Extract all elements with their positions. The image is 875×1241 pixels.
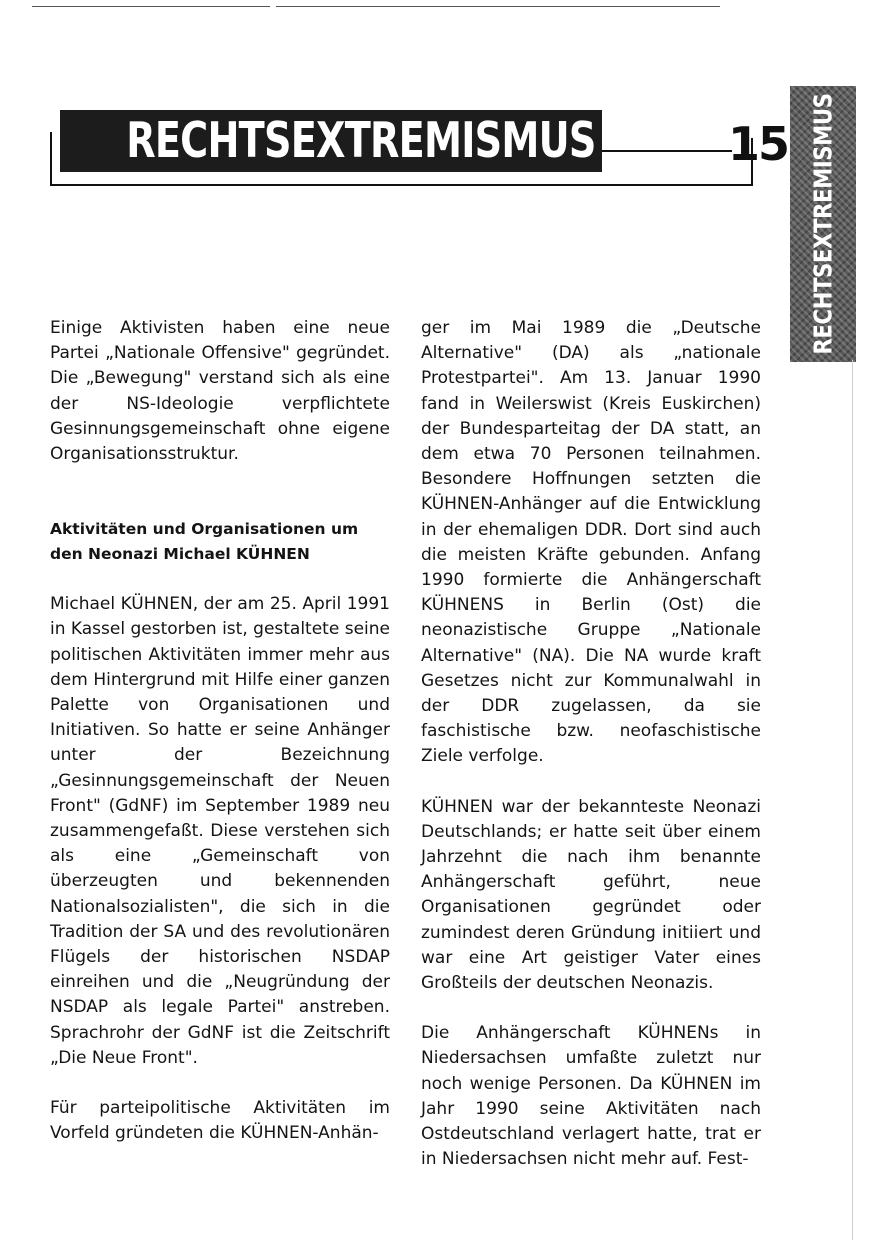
- paragraph: Für parteipolitische Aktivitäten im Vorfeld gründeten die KÜHNEN-Anhän-: [50, 1098, 390, 1144]
- paragraph: KÜHNEN war der bekannteste Neonazi Deutschlands; er hatte seit über einem Jahrzehnt die nach ihm benannte Anhängerschaft geführt, neue Organisationen gegründet oder zumindest deren Gründung initiiert und war eine Art geistiger Vater eines Großteils der deutschen Neonazis.: [421, 796, 761, 994]
- margin-line: [852, 360, 853, 1240]
- side-tab: [790, 86, 856, 362]
- section-heading: Aktivitäten und Organisationen um den Neonazi Michael KÜHNEN: [50, 520, 359, 564]
- right-column: [421, 316, 761, 1198]
- side-tab-label: RECHTSEXTREMISMUS: [808, 93, 838, 355]
- header-divider: [602, 150, 732, 152]
- top-rule-left: [32, 6, 270, 7]
- page-number: 15: [728, 117, 789, 171]
- header-frame-bottom: [50, 184, 753, 186]
- paragraph: Die Anhängerschaft KÜHNENs in Niedersachsen umfaßte zuletzt nur noch wenige Personen. Da KÜHNEN im Jahr 1990 seine Aktivitäten nach Ostdeutschland verlagert hatte, trat er in Niedersachsen nicht mehr auf. Fest-: [421, 1023, 761, 1170]
- paragraph: Einige Aktivisten haben eine neue Partei „Nationale Offensive" gegründet. Die „Bewegung" verstand sich als eine der NS-Ideologie verpflichtete Gesinnungsgemeinschaft ohne eigene Organisationsstruktur.: [50, 318, 390, 465]
- spacer: [50, 492, 390, 517]
- header-frame-left: [50, 132, 52, 186]
- chapter-title: RECHTSEXTREMISMUS: [60, 110, 602, 172]
- chapter-header: [50, 110, 789, 186]
- paragraph: ger im Mai 1989 die „Deutsche Alternative" (DA) als „nationale Protestpartei". Am 13. Januar 1990 fand in Weilerswist (Kreis Euskirchen) der Bundesparteitag der DA statt, an dem etwa 70 Personen teilnahmen. Besondere Hoffnungen setzten die KÜHNEN-Anhänger auf die Entwicklung in der ehemaligen DDR. Dort sind auch die meisten Kräfte gebunden. Anfang 1990 formierte die Anhängerschaft KÜHNENS in Berlin (Ost) die neonazistische Gruppe „Nationale Alternative" (NA). Die NA wurde kraft Gesetzes nicht zur Kommunalwahl in der DDR zugelassen, da sie faschistische bzw. neofaschistische Ziele verfolge.: [421, 318, 761, 767]
- paragraph: Michael KÜHNEN, der am 25. April 1991 in Kassel gestorben ist, gestaltete seine politischen Aktivitäten immer mehr aus dem Hintergrund mit Hilfe einer ganzen Palette von Organisationen und Initiativen. So hatte er seine Anhänger unter der Bezeichnung „Gesinnungsgemeinschaft der Neuen Front" (GdNF) im September 1989 neu zusammengefaßt. Diese verstehen sich als eine „Gemeinschaft von überzeugten und bekennenden Nationalsozialisten", die sich in die Tradition der SA und des revolutionären Flügels der historischen NSDAP einreihen und die „Neugründung der NSDAP als legale Partei" anstreben. Sprachrohr der GdNF ist die Zeitschrift „Die Neue Front".: [50, 594, 390, 1068]
- top-rule-right: [276, 6, 720, 7]
- left-column: [50, 316, 390, 1171]
